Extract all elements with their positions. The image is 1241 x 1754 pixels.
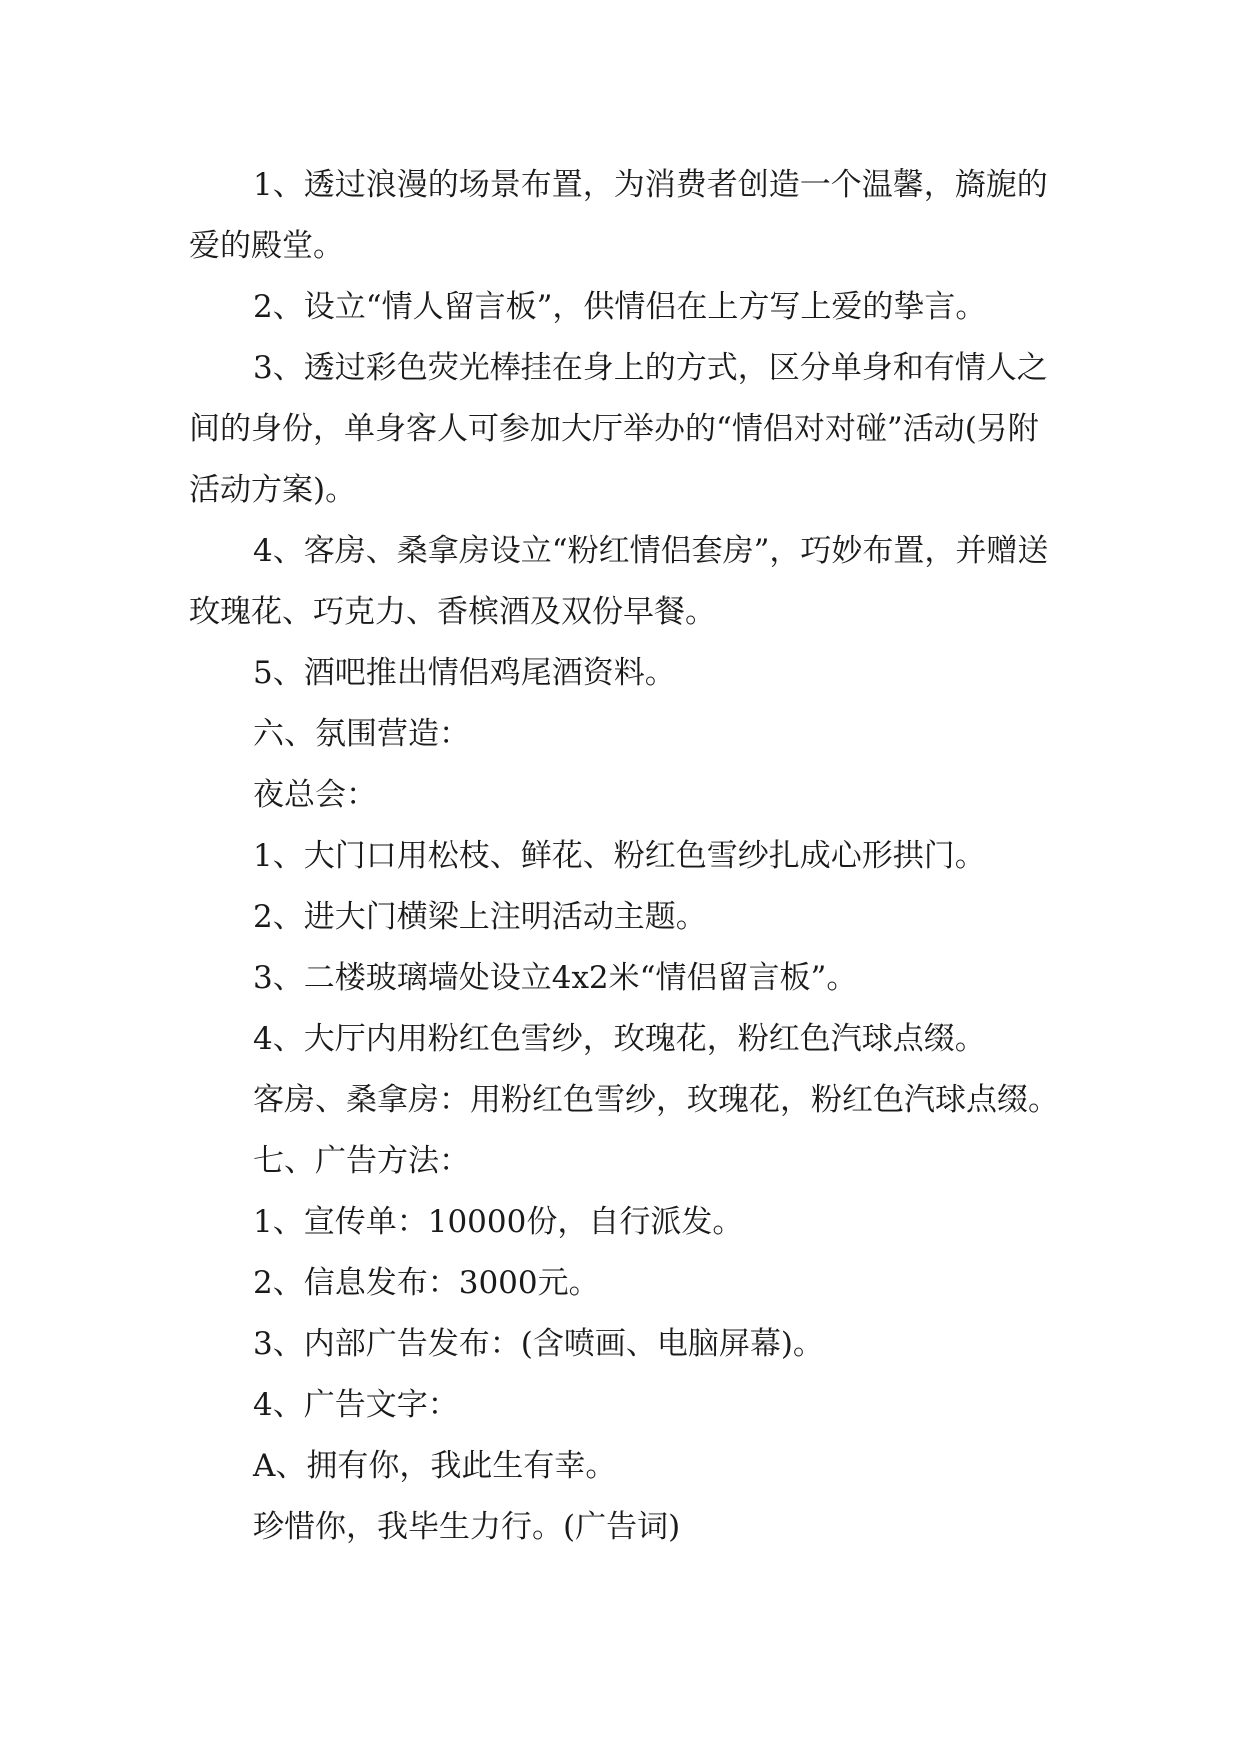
section-heading-6: 六、氛围营造： — [253, 716, 470, 752]
subheading-nightclub: 夜总会： — [253, 777, 377, 813]
paragraph-16: 3、内部广告发布：(含喷画、电脑屏幕)。 — [253, 1326, 824, 1362]
paragraph-11: 4、大厅内用粉红色雪纱，玫瑰花，粉红色汽球点缀。 — [253, 1021, 986, 1057]
paragraph-2: 2、设立“情人留言板”，供情侣在上方写上爱的挚言。 — [253, 289, 987, 325]
paragraph-12: 客房、桑拿房：用粉红色雪纱，玫瑰花，粉红色汽球点缀。 — [253, 1082, 1059, 1118]
section-heading-7: 七、广告方法： — [253, 1143, 470, 1179]
paragraph-14: 1、宣传单：10000份，自行派发。 — [253, 1204, 744, 1240]
paragraph-3: 3、透过彩色荧光棒挂在身上的方式，区分单身和有情人之间的身份，单身客人可参加大厅举办的“情侣对对碰”活动(另附活动方案)。 — [189, 350, 1048, 508]
paragraph-17: 4、广告文字： — [253, 1387, 459, 1423]
paragraph-5: 5、酒吧推出情侣鸡尾酒资料。 — [253, 655, 676, 691]
paragraph-15: 2、信息发布：3000元。 — [253, 1265, 600, 1301]
paragraph-19: 珍惜你，我毕生力行。(广告词) — [253, 1509, 681, 1545]
paragraph-18: A、拥有你，我此生有幸。 — [253, 1448, 617, 1484]
paragraph-8: 1、大门口用松枝、鲜花、粉红色雪纱扎成心形拱门。 — [253, 838, 986, 874]
paragraph-9: 2、进大门横梁上注明活动主题。 — [253, 899, 707, 935]
paragraph-1: 1、透过浪漫的场景布置，为消费者创造一个温馨，旖旎的爱的殿堂。 — [189, 167, 1048, 264]
paragraph-4: 4、客房、桑拿房设立“粉红情侣套房”，巧妙布置，并赠送玫瑰花、巧克力、香槟酒及双份早餐。 — [189, 533, 1049, 630]
document-body — [189, 155, 1061, 1558]
paragraph-10: 3、二楼玻璃墙处设立4x2米“情侣留言板”。 — [253, 960, 858, 996]
